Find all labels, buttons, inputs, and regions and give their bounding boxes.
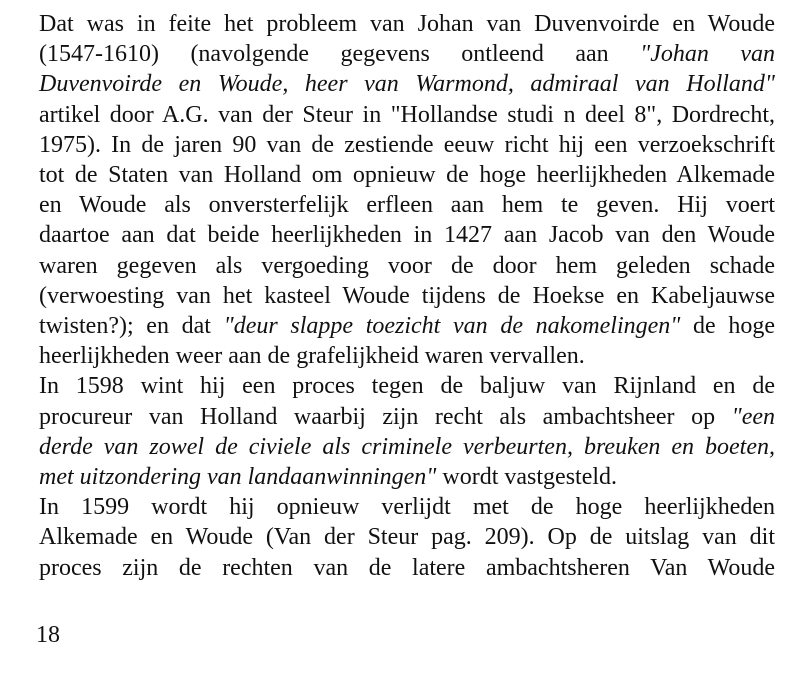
text-line xyxy=(39,281,775,311)
italic-quote: derde van zowel de civiele als criminele verbeurten, breuken en boeten, xyxy=(39,433,775,460)
text-run: twisten?); en dat xyxy=(39,313,224,340)
body-text xyxy=(39,9,775,583)
italic-quote: met uitzondering van landaanwinningen" xyxy=(39,464,437,491)
text-run: heerlijkheden weer aan de grafelijkheid waren vervallen. xyxy=(39,343,585,370)
text-line xyxy=(39,100,775,130)
text-line xyxy=(39,492,775,522)
text-line xyxy=(39,341,775,371)
document-body xyxy=(39,9,775,583)
text-line xyxy=(39,39,775,69)
text-run: en Woude als onversterfelijk erfleen aan hem te geven. Hij voert xyxy=(39,192,775,219)
page-number: 18 xyxy=(36,622,60,648)
text-run: de hoge xyxy=(680,313,775,340)
italic-quote: "Johan van xyxy=(640,41,775,68)
text-run: In 1599 wordt hij opnieuw verlijdt met de hoge heerlijkheden xyxy=(39,494,775,521)
text-line xyxy=(39,9,775,39)
text-line xyxy=(39,130,775,160)
text-run: Alkemade en Woude (Van der Steur pag. 209). Op de uitslag van dit xyxy=(39,524,775,551)
text-run: (1547-1610) (navolgende gegevens ontleend aan xyxy=(39,41,641,68)
text-run: artikel door A.G. van der Steur in "Hollandse studi n deel 8", Dordrecht, xyxy=(39,101,775,128)
text-line xyxy=(39,402,775,432)
text-run: waren gegeven als vergoeding voor de door hem geleden schade xyxy=(39,252,775,279)
text-run: wordt vastgesteld. xyxy=(436,464,618,491)
text-line xyxy=(39,251,775,281)
text-run: procureur van Holland waarbij zijn recht als ambachtsheer op xyxy=(39,403,732,430)
text-line xyxy=(39,462,775,492)
text-run: (verwoesting van het kasteel Woude tijdens de Hoekse en Kabeljauwse xyxy=(39,282,775,309)
text-run: 1975). In de jaren 90 van de zestiende eeuw richt hij een verzoekschrift xyxy=(39,131,775,158)
text-line xyxy=(39,190,775,220)
italic-quote: "een xyxy=(731,403,775,430)
text-run: daartoe aan dat beide heerlijkheden in 1427 aan Jacob van den Woude xyxy=(39,222,775,249)
text-run: In 1598 wint hij een proces tegen de baljuw van Rijnland en de xyxy=(39,373,775,400)
text-line xyxy=(39,69,775,99)
text-line xyxy=(39,311,775,341)
italic-quote: Duvenvoirde en Woude, heer van Warmond, admiraal van Holland" xyxy=(39,71,775,98)
text-line xyxy=(39,522,775,552)
text-run: tot de Staten van Holland om opnieuw de hoge heerlijkheden Alkemade xyxy=(39,162,775,189)
text-run: proces zijn de rechten van de latere ambachtsheren Van Woude xyxy=(39,554,775,581)
text-line xyxy=(39,160,775,190)
text-line xyxy=(39,553,775,583)
text-run: Dat was in feite het probleem van Johan van Duvenvoirde en Woude xyxy=(39,11,775,37)
italic-quote: "deur slappe toezicht van de nakomelingen" xyxy=(223,313,681,340)
text-line xyxy=(39,371,775,401)
text-line xyxy=(39,220,775,250)
text-line xyxy=(39,432,775,462)
